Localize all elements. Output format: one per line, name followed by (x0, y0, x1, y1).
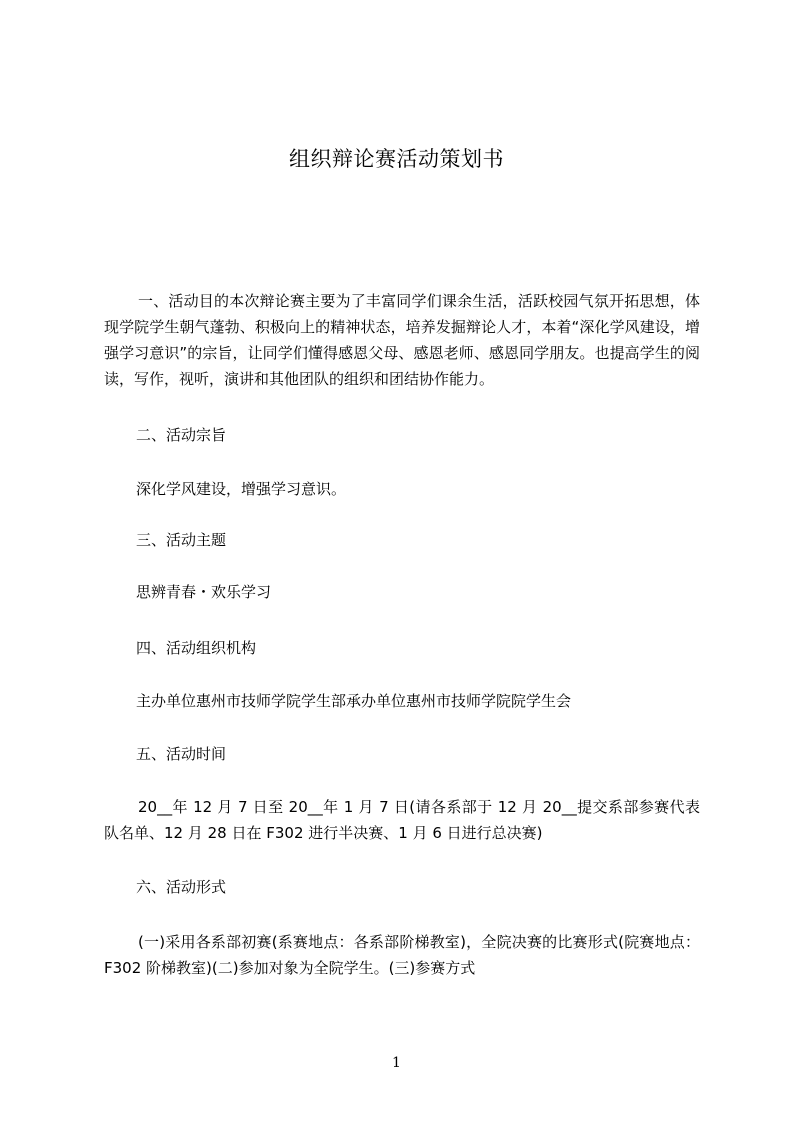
section-time-heading: 五、活动时间 (136, 745, 227, 763)
section-aim-text: 深化学风建设，增强学习意识。 (136, 480, 347, 498)
section-form-text: (一)采用各系部初赛(系赛地点：各系部阶梯教室)，全院决赛的比赛形式(院赛地点：F302 阶梯教室)(二)参加对象为全院学生。(三)参赛方式 (104, 933, 700, 977)
section-theme-heading: 三、活动主题 (136, 531, 227, 549)
section-form-heading: 六、活动形式 (136, 878, 227, 896)
page-number: 1 (392, 1055, 401, 1071)
section-aim-heading: 二、活动宗旨 (136, 426, 227, 444)
document-title: 组织辩论赛活动策划书 (289, 147, 504, 171)
section-purpose: 一、活动目的本次辩论赛主要为了丰富同学们课余生活，活跃校园气氛开拓思想，体现学院学生朝气蓬勃、积极向上的精神状态，培养发掘辩论人才，本着“深化学风建设，增强学习意识”的宗旨，让同学们懂得感恩父母、感恩老师、感恩同学朋友。也提高学生的阅读，写作，视听，演讲和其他团队的组织和团结协作能力。 (104, 292, 700, 388)
section-org-text: 主办单位惠州市技师学院学生部承办单位惠州市技师学院院学生会 (136, 692, 572, 710)
section-time-text: 20__年 12 月 7 日至 20__年 1 月 7 日(请各系部于 12 月 20__提交系部参赛代表队名单、12 月 28 日在 F302 进行半决赛、1 月 6 日进行总决赛) (104, 798, 700, 842)
section-org-heading: 四、活动组织机构 (136, 639, 257, 657)
section-theme-text: 思辨青春・欢乐学习 (136, 583, 272, 601)
